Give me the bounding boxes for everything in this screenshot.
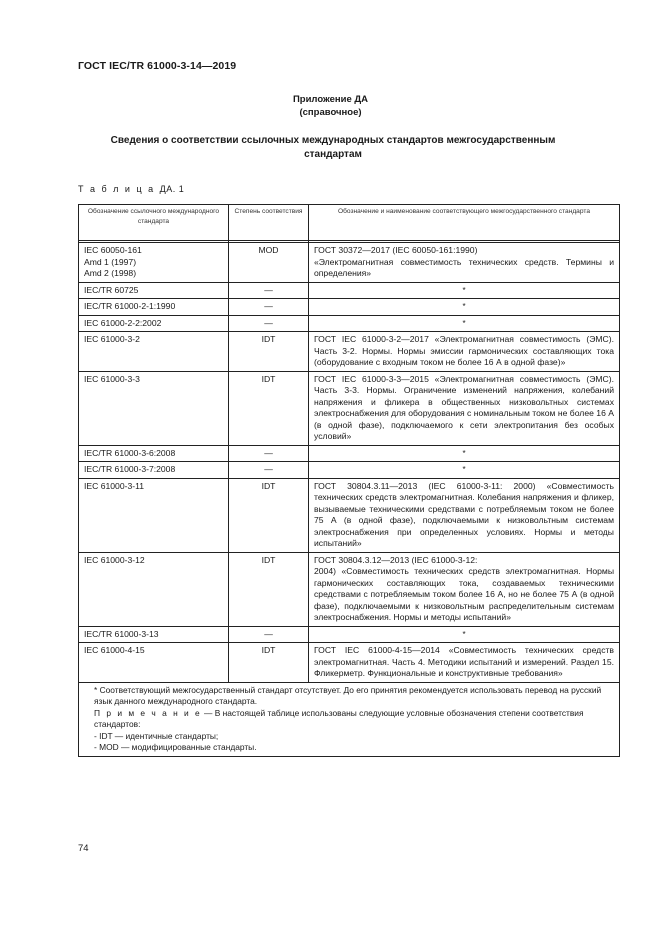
- cell-standard: IEC 61000-3-2: [79, 332, 229, 372]
- cell-standard: IEC 61000-3-12: [79, 552, 229, 626]
- cell-degree: IDT: [229, 643, 309, 683]
- cell-standard: IEC/TR 61000-3-6:2008: [79, 445, 229, 462]
- table-row: [79, 315, 620, 332]
- cell-designation: ГОСТ IEC 61000-3-3—2015 «Электромагнитная совместимость (ЭМС). Часть 3-3. Нормы. Ограничение изменений напряжения, колебаний напряжения и фликера в общественных низковольтных системах электроснабжения для оборудования с номинальным током не более 16 А (в одной фазе), подключаемого к сети электропитания без особых условий»: [309, 371, 620, 445]
- cell-standard: IEC 60050-161 Amd 1 (1997) Amd 2 (1998): [79, 243, 229, 283]
- footnote-idt: - IDT — идентичные стандарты;: [94, 730, 219, 741]
- cell-designation: *: [309, 462, 620, 479]
- footnote-mod: - MOD — модифицированные стандарты.: [94, 742, 257, 752]
- cell-standard: IEC 61000-3-11: [79, 478, 229, 552]
- page-number: 74: [78, 843, 89, 854]
- cell-designation: ГОСТ IEC 61000-4-15—2014 «Совместимость технических средств электромагнитная. Часть 4. Методики испытаний и измерений. Раздел 15. Фликерметр. Функциональные и конструктивные требования»: [309, 643, 620, 683]
- cell-standard: IEC/TR 61000-3-7:2008: [79, 462, 229, 479]
- cell-designation: ГОСТ 30372—2017 (IEC 60050-161:1990) «Электромагнитная совместимость технических средств. Термины и определения»: [309, 243, 620, 283]
- correspondence-table: [78, 204, 620, 757]
- table-row: [79, 626, 620, 643]
- table-row: [79, 552, 620, 626]
- table-caption-number: ДА. 1: [159, 184, 185, 194]
- table-row: [79, 243, 620, 283]
- table-row: [79, 282, 620, 299]
- cell-designation: *: [309, 445, 620, 462]
- header-degree: Степень соответствия: [229, 205, 309, 241]
- table-footnote: [79, 682, 620, 756]
- table-row: [79, 332, 620, 372]
- cell-designation: *: [309, 299, 620, 316]
- cell-designation: *: [309, 282, 620, 299]
- cell-degree: —: [229, 462, 309, 479]
- cell-degree: —: [229, 299, 309, 316]
- cell-designation: *: [309, 315, 620, 332]
- cell-standard: IEC 61000-4-15: [79, 643, 229, 683]
- table-row: [79, 478, 620, 552]
- cell-degree: IDT: [229, 371, 309, 445]
- header-standard: Обозначение ссылочного международного стандарта: [79, 205, 229, 241]
- footnote-star: * Соответствующий межгосударственный стандарт отсутствует. До его принятия рекомендуется использовать перевод на русский язык данного международного стандарта.: [94, 684, 602, 706]
- document-code: ГОСТ IEC/TR 61000-3-14—2019: [78, 60, 237, 72]
- appendix-heading: [0, 93, 661, 119]
- cell-degree: —: [229, 315, 309, 332]
- cell-degree: IDT: [229, 478, 309, 552]
- cell-designation: ГОСТ 30804.3.11—2013 (IEC 61000-3-11: 2000) «Совместимость технических средств электромагнитная. Колебания напряжения и фликер, вызываемые техническими средствами с потребляемым током не более 75 А (в одной фазе), подключаемыми к низковольтным системам электроснабжения при определенных условиях. Нормы и методы испытаний»: [309, 478, 620, 552]
- table-footnote-row: [79, 682, 620, 756]
- cell-designation: ГОСТ IEC 61000-3-2—2017 «Электромагнитная совместимость (ЭМС). Часть 3-2. Нормы. Нормы эмиссии гармонических составляющих тока (оборудование с входным током не более 16 А в одной фазе)»: [309, 332, 620, 372]
- cell-standard: IEC/TR 61000-3-13: [79, 626, 229, 643]
- note-label: П р и м е ч а н и е: [94, 707, 202, 718]
- footnote-note: [84, 708, 614, 731]
- cell-standard: IEC/TR 61000-2-1:1990: [79, 299, 229, 316]
- cell-standard: IEC/TR 60725: [79, 282, 229, 299]
- cell-standard: IEC 61000-2-2:2002: [79, 315, 229, 332]
- cell-degree: —: [229, 626, 309, 643]
- table-caption-label: Т а б л и ц а: [78, 184, 156, 194]
- note-text: — В настоящей таблице использованы следующие условные обозначения степени соответствия стандартов:: [94, 707, 584, 729]
- cell-standard: IEC 61000-3-3: [79, 371, 229, 445]
- table-row: [79, 445, 620, 462]
- appendix-subtitle: (справочное): [299, 107, 362, 118]
- cell-designation: *: [309, 626, 620, 643]
- table-row: [79, 371, 620, 445]
- table-header-row: [79, 205, 620, 241]
- cell-degree: IDT: [229, 552, 309, 626]
- cell-designation: ГОСТ 30804.3.12—2013 (IEC 61000-3-12: 2004) «Совместимость технических средств электромагнитная. Нормы гармонических составляющих тока, создаваемых техническими средствами с потребляемым током более 16 А, но не более 75 А (в одной фазе), подключаемыми к низковольтным распределительным системам электроснабжения. Нормы и методы испытаний»: [309, 552, 620, 626]
- table-row: [79, 299, 620, 316]
- cell-degree: —: [229, 445, 309, 462]
- cell-degree: —: [229, 282, 309, 299]
- section-title: Сведения о соответствии ссылочных международных стандартов межгосударственным стандартам: [110, 135, 556, 160]
- appendix-title: Приложение ДА: [292, 94, 369, 105]
- cell-degree: IDT: [229, 332, 309, 372]
- cell-degree: MOD: [229, 243, 309, 283]
- header-designation: Обозначение и наименование соответствующего межгосударственного стандарта: [309, 205, 620, 241]
- table-caption: [78, 184, 184, 194]
- table-row: [79, 643, 620, 683]
- table-row: [79, 462, 620, 479]
